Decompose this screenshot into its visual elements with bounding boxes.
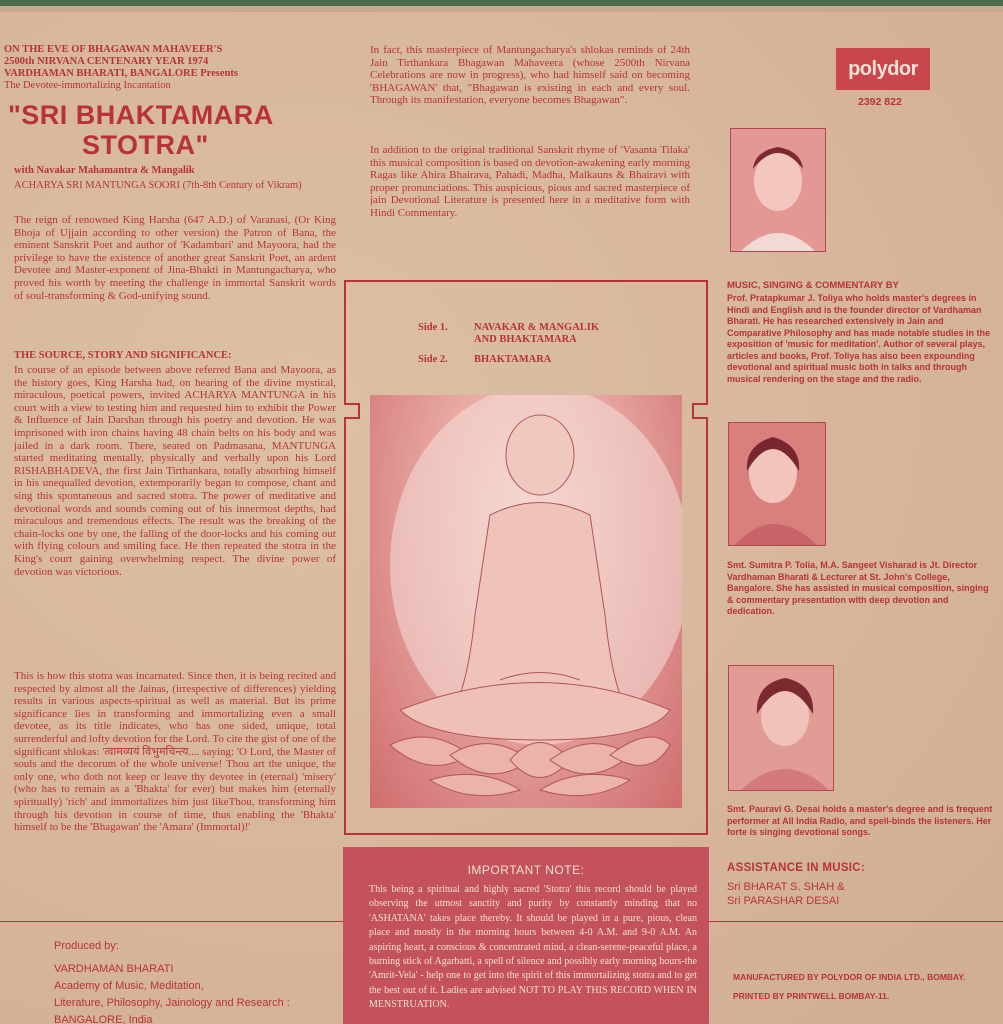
top-edge-paper: [0, 6, 1003, 12]
catalog-number: 2392 822: [858, 96, 902, 108]
title-line1: "SRI BHAKTAMARA: [8, 100, 274, 130]
story-paragraph: In course of an episode between above referred Bana and Mayoora, as the history goes, King Harsha had, on hearing of the divine mystical, miraculous, poetical powers, invited ACHARYA MANTUNGA in his court with a view to testing him and requested him to exhibit the Power & Influence of Jain Darshan through his poetry and devotion. He was imprisoned with iron chains having 48 chain belts on his body and was jailed in a dark room. There, seated on Padmasana, MANTUNGA started meditating mentally, physically and verbally upon his Lord RISHABHADEVA, the first Jain Tirthankara, totally absorbing himself in his unequalled devotion, extemporarily began to compose, chant and sing this spontaneous and sacred stotra. The power of meditative and devotional words and sounds coming out of his innermost depths, had miraculous and tremendous effects. The result was the breaking of the chain-locks one by one, the falling of the door-locks and his coming out with flying colours and smiling face. He then repeated the stotra in the King's court gaining overwhelming respect. The divine power of devotion was victorious.: [14, 364, 336, 578]
footer-divider-left: [0, 921, 343, 922]
producer-org4: BANGALORE, India: [54, 1014, 153, 1024]
portrait-icon: [729, 666, 833, 790]
side1-title-b: AND BHAKTAMARA: [474, 334, 577, 345]
producer-org2: Academy of Music, Meditation,: [54, 980, 204, 992]
side2-label: Side 2.: [418, 354, 448, 365]
header-block: [4, 44, 344, 92]
meditating-figure-icon: [370, 395, 682, 808]
manufactured-by: MANUFACTURED BY POLYDOR OF INDIA LTD., BOMBAY.: [733, 972, 966, 982]
tracklist: [418, 322, 698, 366]
assistance-heading: ASSISTANCE IN MUSIC:: [727, 862, 866, 874]
header-line1: ON THE EVE OF BHAGAWAN MAHAVEER'S: [4, 44, 223, 55]
footer-divider-right: [709, 921, 1003, 922]
subtitle: with Navakar Mahamantra & Mangalik: [14, 165, 195, 176]
assistance-names: [727, 880, 997, 908]
track-side2: [418, 354, 698, 366]
side2-title: BHAKTAMARA: [474, 354, 552, 365]
photo-sumitra: [728, 422, 826, 546]
author-line: ACHARYA SRI MANTUNGA SOORI (7th-8th Century of Vikram): [14, 180, 302, 191]
middle-paragraph-1: In fact, this masterpiece of Mantungacharya's shlokas reminds of 24th Jain Tirthankara Bhagawan Mahaveera (whose 2500th Nirvana Celebrations are now in progress), who had himself said on becoming 'BHAGAWAN' that, "Bhagawan is existing in each and every soul. Through its manifestation, everyone becomes Bhagawan".: [370, 44, 690, 107]
assistant1: Sri BHARAT S. SHAH &: [727, 881, 845, 893]
producer-org1: VARDHAMAN BHARATI: [54, 963, 174, 975]
section-heading: THE SOURCE, STORY AND SIGNIFICANCE:: [14, 350, 232, 361]
assistant2: Sri PARASHAR DESAI: [727, 895, 840, 907]
credits-heading: MUSIC, SINGING & COMMENTARY BY: [727, 280, 899, 291]
credits-person1: Prof. Pratapkumar J. Toliya who holds master's degrees in Hindi and English and is the founder director of Vardhaman Bharati. He has researched extensively in Jain and Comparative Philosophy and has made notable studies in the exposition of 'music for meditation'. Author of several plays, articles and books, Prof. Toliya has also been expounding devotional and spiritual music both in talks and through musical rendering on the stage and the radio.: [727, 293, 991, 384]
important-note-heading: IMPORTANT NOTE:: [467, 863, 585, 877]
side1-title-a: NAVAKAR & MANGALIK: [474, 322, 600, 333]
title-line2: STOTRA": [82, 130, 209, 160]
photo-pratapkumar: [730, 128, 826, 252]
photo-pauravi: [728, 665, 834, 791]
brand-name: polydor: [848, 58, 918, 80]
header-line4: The Devotee-immortalizing Incantation: [4, 80, 171, 91]
credits-person3: Smt. Pauravi G. Desai holds a master's degree and is frequent performer at All India Radio, and spell-binds the listeners. Her forte is singing devotional songs.: [727, 804, 993, 837]
important-note-text: This being a spiritual and highly sacred 'Stotra' this record should be played observing the utmost sanctity and purity by constantly minding that no 'ASHATANA' takes place thereby. It should be played in a pure, pious, clean place and mostly in the morning hours between 4-0 A.M. and 9-0 A.M. An aspiring heart, a conscious & concentrated mind, a clean-serene-peaceful place, a burning stick of Agarbatti, a spell of silence and possibly early morning hours-the 'Amrit-Vela' - help one to get into the spirit of this immortalizing stotra and to get the best out of it. Ladies are advised NOT TO PLAY THIS RECORD WHEN IN MENSTRUATION.: [369, 884, 697, 1011]
produced-by-block: [54, 938, 344, 1024]
side1-label: Side 1.: [418, 322, 448, 333]
album-title: [8, 100, 338, 160]
header-line3: VARDHAMAN BHARATI, BANGALORE Presents: [4, 68, 238, 79]
intro-paragraph: The reign of renowned King Harsha (647 A.D.) of Varanasi, (Or King Bhoja of Ujjain according to other version) the Patron of Bana, the eminent Sanskrit Poet and author of 'Kadambari' and Mayoora, had the privilege to have the existence of another great Sanskrit Poet, an ardent Devotee and Master-exponent of Jina-Bhakti in Mantungacharya, who proved his worth by meeting the challenge in immortal Sanskrit words of soul-transforming & God-unifying sound.: [14, 214, 336, 302]
incarnated-paragraph: This is how this stotra was incarnated. Since then, it is being recited and respected by almost all the Jainas, (irrespective of differences) yielding results in various aspects-spiritual as well as material. But its prime significance lies in transforming and immortalizing even a small devotee, as its title indicates, who has one sided, unique, total surrenderful and lofty devotion for the Lord. To cite the gist of one of the significant shlokas: 'त्वामव्ययं विभुमचिन्त्य.... saying: 'O Lord, the Master of souls and the decorum of the whole universe! Thou art the unique, the only one, who doth not keep or leave thy devotee in (eternal) 'misery' (who has to remain as a 'Bhakta' for ever) but makes him (eternally spiritually) 'rich' and immortalizes him just likeThou, transforming him through his devotion in course of time, thus enabling the 'Bhakta' himself to be the 'Bhagawan' the 'Amara' (Immortal)!': [14, 670, 336, 834]
credits-person2: Smt. Sumitra P. Tolia, M.A. Sangeet Visharad is Jt. Director Vardhaman Bharati & Lecturer at St. John's College, Bangalore. She has assisted in musical composition, singing & commentary presentation with deep devotion and dedication.: [727, 560, 989, 616]
important-note: [343, 847, 709, 1024]
polydor-logo: [836, 48, 930, 90]
producer-org3: Literature, Philosophy, Jainology and Research :: [54, 997, 290, 1009]
header-line2: 2500th NIRVANA CENTENARY YEAR 1974: [4, 56, 209, 67]
tirthankara-lotus-image: [370, 395, 682, 808]
track-side1: [418, 322, 698, 346]
produced-by-label: Produced by:: [54, 940, 119, 952]
portrait-icon: [729, 423, 825, 545]
manufacturer-block: [733, 968, 998, 1006]
printed-by: PRINTED BY PRINTWELL BOMBAY-11.: [733, 991, 890, 1001]
middle-paragraph-2: In addition to the original traditional Sanskrit rhyme of 'Vasanta Tilaka' this musical composition is based on devotion-awakening early morning Ragas like Ahira Bhairava, Pahadi, Madha, Malkauns & Bhairavi with proper pronunciations. This auspicious, pious and sacred masterpiece of jain Devotional Literature is presented here in a meditative form with Hindi Commentary.: [370, 144, 690, 219]
portrait-icon: [731, 129, 825, 251]
